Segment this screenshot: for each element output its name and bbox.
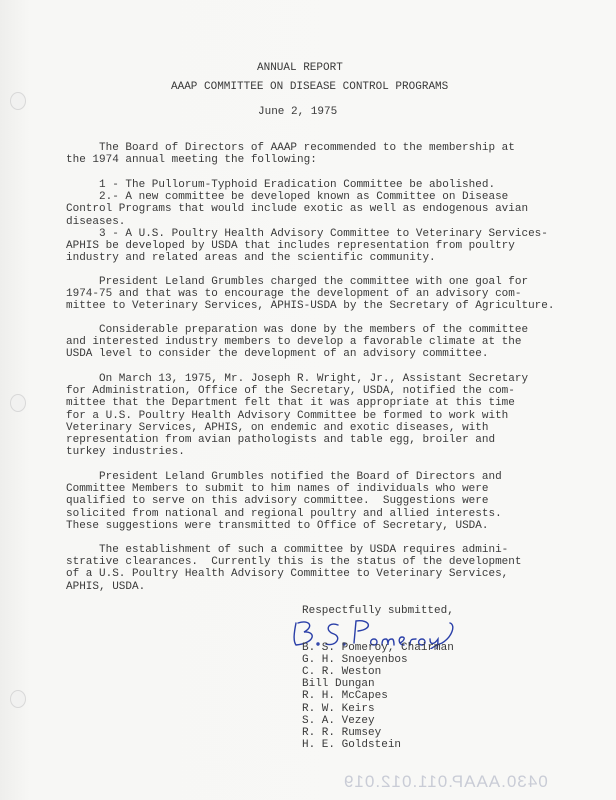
text-line: the 1974 annual meeting the following: <box>66 154 317 167</box>
paragraph <box>66 142 515 166</box>
text-line: representation from avian pathologists and table egg, broiler and <box>66 434 496 447</box>
text-line: President Leland Grumbles charged the committee with one goal for <box>99 276 529 288</box>
text-line: The Board of Directors of AAAP recommended to the membership at <box>99 142 515 154</box>
text-line: President Leland Grumbles notified the Board of Directors and <box>99 471 502 483</box>
text-line: Considerable preparation was done by the members of the committee <box>99 324 529 336</box>
paragraph <box>66 179 548 264</box>
signatory-name: B. S. Pomeroy, Chairman <box>302 642 454 654</box>
text-line: diseases. <box>66 215 126 228</box>
signatory-name: G. H. Snoeyenbos <box>302 654 408 667</box>
text-line: These suggestions were transmitted to Office of Secretary, USDA. <box>66 519 489 532</box>
paragraph <box>66 544 521 593</box>
signatory-name: Bill Dungan <box>302 678 375 691</box>
text-line: APHIS, USDA. <box>66 580 146 593</box>
text-line: Committee Members to submit to him names of individuals who were <box>66 483 489 496</box>
text-line: mittee to Veterinary Services, APHIS-USDA by the Secretary of Agriculture. <box>66 300 555 313</box>
text-line: mittee that the Department felt that it was appropriate at this time <box>66 397 515 410</box>
paragraph <box>66 324 528 361</box>
signatory-name: R. W. Keirs <box>302 702 375 715</box>
report-date: June 2, 1975 <box>258 106 338 118</box>
text-line: The establishment of such a committee by USDA requires admini- <box>99 544 509 556</box>
text-line: for a U.S. Poultry Health Advisory Committee be formed to work with <box>66 409 509 422</box>
closing: Respectfully submitted, <box>302 605 454 617</box>
text-line: USDA level to consider the development of an advisory committee. <box>66 348 489 361</box>
text-line: 3 - A U.S. Poultry Health Advisory Committee to Veterinary Services- <box>99 227 548 240</box>
signatory-name: R. R. Rumsey <box>302 726 382 739</box>
committee-heading: AAAP COMMITTEE ON DISEASE CONTROL PROGRAMS <box>171 81 449 93</box>
text-line: APHIS be developed by USDA that includes representation from poultry <box>66 240 515 253</box>
text-line: Control Programs that would include exotic as well as endogenous avian <box>66 203 529 216</box>
text-line: solicited from national and regional poultry and allied interests. <box>66 507 502 520</box>
signatory-name: C. R. Weston <box>302 666 382 679</box>
signatory-name: S. A. Vezey <box>302 714 375 727</box>
text-line: industry and related areas and the scientific community. <box>66 252 436 265</box>
punch-hole <box>10 394 26 412</box>
text-line: for Administration, Office of the Secretary, USDA, notified the com- <box>66 385 515 398</box>
text-line: qualified to serve on this advisory committee. Suggestions were <box>66 495 489 508</box>
text-line: 1974-75 and that was to encourage the development of an advisory com- <box>66 288 522 301</box>
punch-hole <box>10 690 26 708</box>
text-line: strative clearances. Currently this is the status of the development <box>66 556 522 569</box>
text-line: and interested industry members to develop a favorable climate at the <box>66 336 522 349</box>
paragraph <box>66 276 554 313</box>
text-line: On March 13, 1975, Mr. Joseph R. Wright, Jr., Assistant Secretary <box>99 373 529 385</box>
punch-hole <box>10 92 26 110</box>
text-line: Veterinary Services, APHIS, on endemic and exotic diseases, with <box>66 421 489 434</box>
text-line: turkey industries. <box>66 446 185 459</box>
signatory-name: H. E. Goldstein <box>302 738 402 751</box>
paragraph <box>66 471 502 532</box>
bleed-through-archive-number: 0430.AAAP.011.012.019 <box>343 772 548 791</box>
text-line: 2.- A new committee be developed known as Committee on Disease <box>99 191 509 204</box>
paragraph <box>66 373 528 458</box>
text-line: of a U.S. Poultry Health Advisory Committee to Veterinary Services, <box>66 568 509 581</box>
signatory-name: R. H. McCapes <box>302 690 388 703</box>
report-title: ANNUAL REPORT <box>257 62 343 74</box>
text-line: 1 - The Pullorum-Typhoid Eradication Committee be abolished. <box>99 179 496 191</box>
